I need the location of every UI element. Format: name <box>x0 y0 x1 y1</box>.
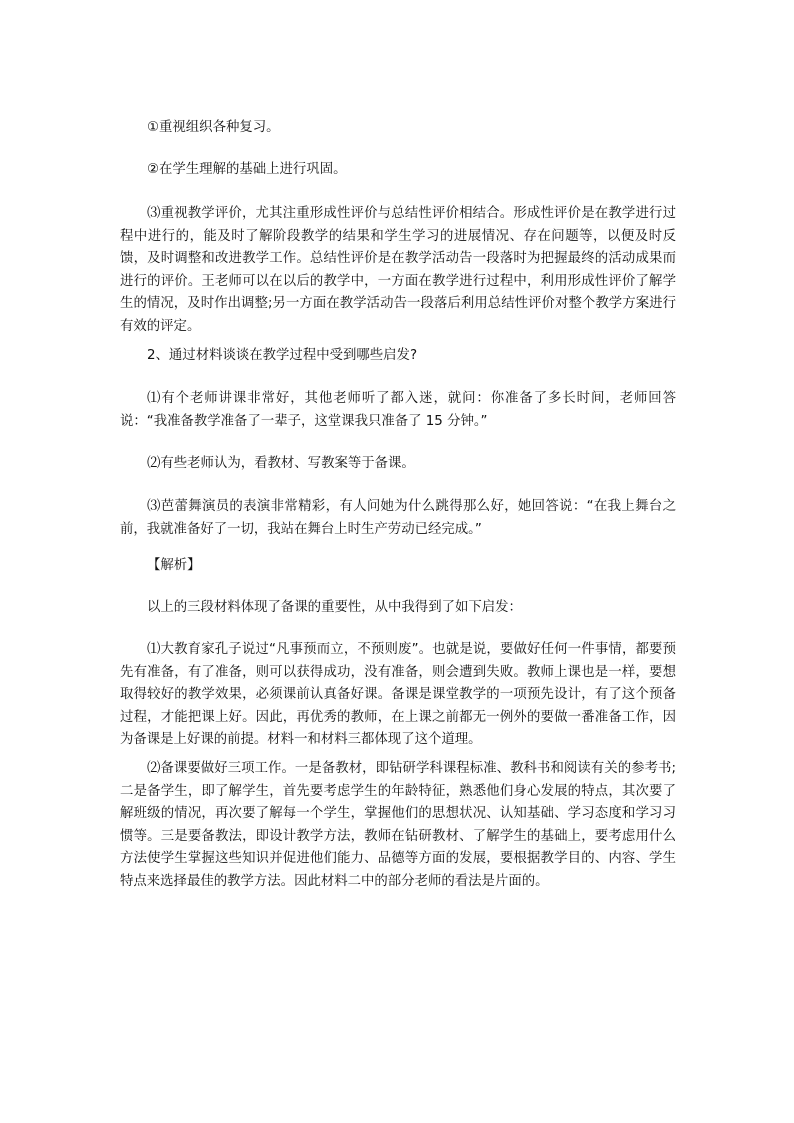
paragraph-analysis-1: ⑴大教育家孔子说过“凡事预而立，不预则废”。也就是说，要做好任何一件事情，都要预先有准备，有了准备，则可以获得成功，没有准备，则会遭到失败。教师上课也是一样，要想取得较好的教学效果，必须课前认真备好课。备课是课堂教学的一项预先设计，有了这个预备过程，才能把课上好。因此，再优秀的教师，在上课之前都无一例外的要做一番准备工作，因为备课是上好课的前提。材料一和材料三都体现了这个道理。 <box>120 642 676 747</box>
paragraph-analysis-intro: 以上的三段材料体现了备课的重要性，从中我得到了如下启发： <box>147 600 522 615</box>
paragraph-review: ①重视组织各种复习。 <box>147 120 280 135</box>
paragraph-material-3: ⑶芭蕾舞演员的表演非常精彩，有人问她为什么跳得那么好，她回答说：“在我上舞台之前，我就准备好了一切，我站在舞台上时生产劳动已经完成。” <box>120 499 676 537</box>
paragraph-evaluation: ⑶重视教学评价，尤其注重形成性评价与总结性评价相结合。形成性评价是在教学进行过程中进行的，能及时了解阶段教学的结果和学生学习的进展情况、存在问题等，以便及时反馈，及时调整和改进教学工作。总结性评价是在教学活动告一段落时为把握最终的活动成果而进行的评价。王老师可以在以后的教学中，一方面在教学进行过程中，利用形成性评价了解学生的情况，及时作出调整;另一方面在教学活动告一段落后利用总结性评价对整个教学方案进行有效的评定。 <box>120 206 676 334</box>
paragraph-consolidate: ②在学生理解的基础上进行巩固。 <box>147 162 347 177</box>
paragraph-question-2: 2、通过材料谈谈在教学过程中受到哪些启发? <box>147 348 418 363</box>
analysis-heading: 【解析】 <box>147 558 201 573</box>
paragraph-material-2: ⑵有些老师认为，看教材、写教案等于备课。 <box>147 456 415 471</box>
paragraph-analysis-2: ⑵备课要做好三项工作。一是备教材，即钻研学科课程标准、教科书和阅读有关的参考书;二是备学生，即了解学生，首先要考虑学生的年龄特征，熟悉他们身心发展的特点，其次要了解班级的情况，再次要了解每一个学生，掌握他们的思想状况、认知基础、学习态度和学习习惯等。三是要备教法，即设计教学方法，教师在钻研教材、了解学生的基础上，要考虑用什么方法使学生掌握这些知识并促进他们能力、品德等方面的发展，要根据教学目的、内容、学生特点来选择最佳的教学方法。因此材料二中的部分老师的看法是片面的。 <box>120 761 676 889</box>
paragraph-material-1: ⑴有个老师讲课非常好，其他老师听了都入迷，就问：你准备了多长时间，老师回答说：“我准备教学准备了一辈子，这堂课我只准备了 15 分钟。” <box>120 391 676 429</box>
